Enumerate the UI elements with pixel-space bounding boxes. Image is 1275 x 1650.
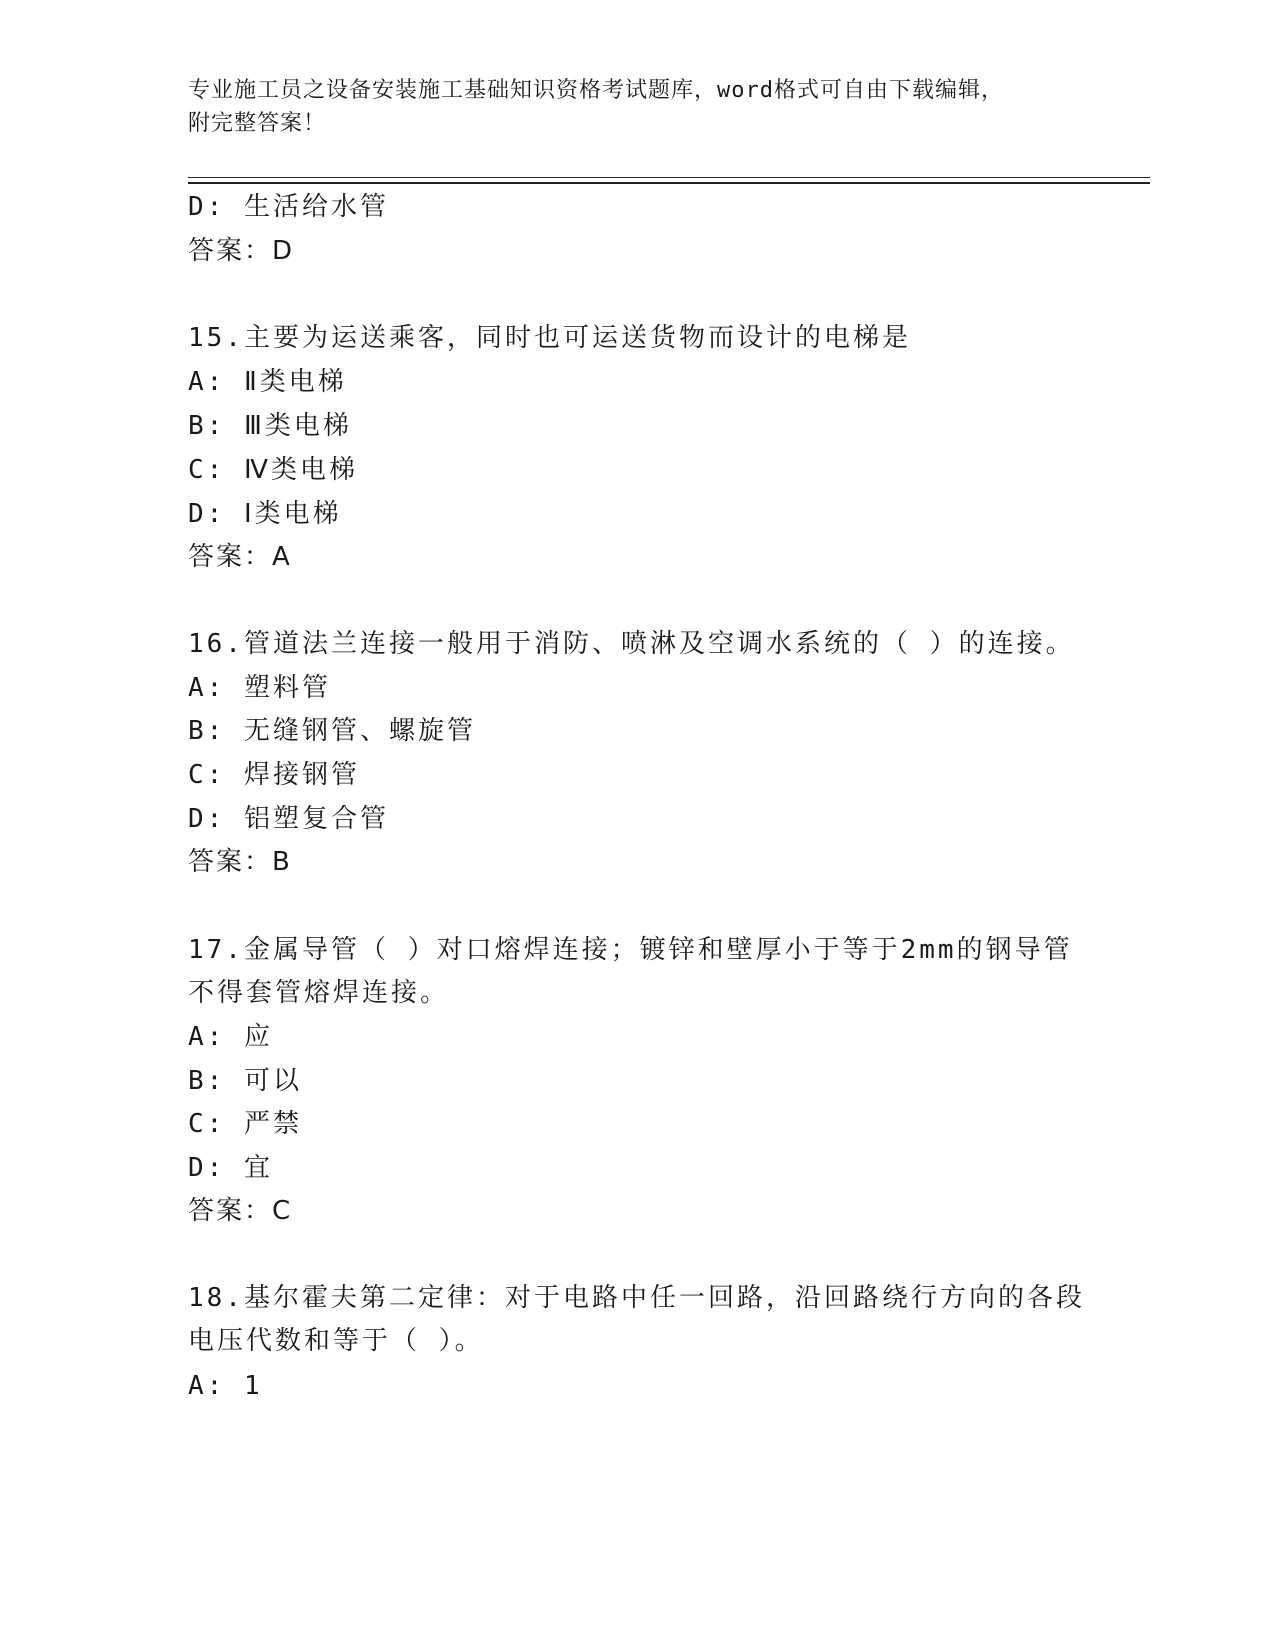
header-line-1: 专业施工员之设备安装施工基础知识资格考试题库，word格式可自由下载编辑，: [188, 78, 1004, 103]
header-line-2: 附完整答案！: [188, 111, 327, 136]
q18-option-a: A: 1: [188, 1371, 263, 1401]
q16-option-d: D: 铝塑复合管: [188, 804, 389, 834]
q15-option-c: C: Ⅳ类电梯: [188, 455, 358, 485]
q17-option-b: B: 可以: [188, 1066, 302, 1096]
q15-option-d: D: Ⅰ类电梯: [188, 499, 342, 529]
q15-option-a: A: Ⅱ类电梯: [188, 367, 347, 397]
q16-answer: 答案：B: [188, 847, 292, 877]
q17-question-line-2: 不得套管熔焊连接。: [188, 978, 450, 1008]
header-divider-thin: [188, 177, 1150, 178]
q18-question-line-2: 电压代数和等于（ ）。: [188, 1326, 484, 1356]
q17-option-c: C: 严禁: [188, 1109, 302, 1139]
prev-option-d: D: 生活给水管: [188, 192, 389, 222]
q16-option-c: C: 焊接钢管: [188, 760, 360, 790]
q16-question: 16.管道法兰连接一般用于消防、喷淋及空调水系统的（ ）的连接。: [188, 629, 1075, 659]
q16-option-a: A: 塑料管: [188, 673, 331, 703]
q17-answer: 答案：C: [188, 1196, 293, 1226]
q18-question-line-1: 18.基尔霍夫第二定律：对于电路中任一回路，沿回路绕行方向的各段: [188, 1283, 1085, 1313]
q15-answer: 答案：A: [188, 542, 292, 572]
q17-option-d: D: 宜: [188, 1153, 273, 1183]
header-divider-thick: [188, 182, 1150, 184]
q15-option-b: B: Ⅲ类电梯: [188, 411, 352, 441]
document-header: [188, 74, 1068, 140]
q16-option-b: B: 无缝钢管、螺旋管: [188, 716, 476, 746]
q17-option-a: A: 应: [188, 1022, 273, 1052]
q17-question-line-1: 17.金属导管（ ）对口熔焊连接；镀锌和壁厚小于等于2mm的钢导管: [188, 935, 1073, 965]
q15-question: 15.主要为运送乘客，同时也可运送货物而设计的电梯是: [188, 323, 911, 353]
prev-answer: 答案：D: [188, 236, 295, 266]
